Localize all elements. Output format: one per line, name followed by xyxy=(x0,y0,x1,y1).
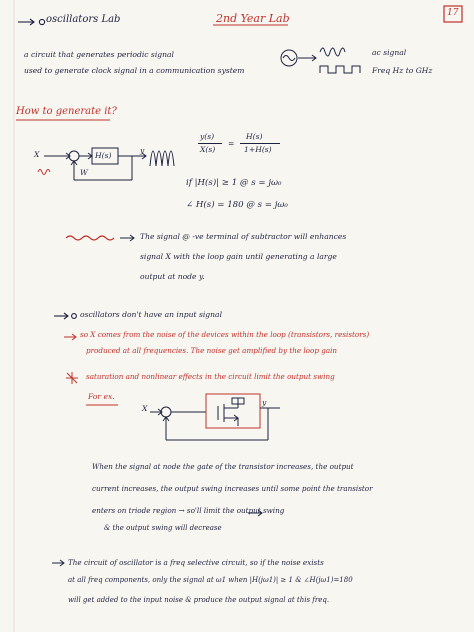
note-line-1: The signal @ -ve terminal of subtractor will enhances xyxy=(140,232,347,241)
intro-line-1: a circuit that generates periodic signal xyxy=(24,50,174,59)
ac-source-icon xyxy=(281,50,316,66)
tf-rhs-numerator: H(s) xyxy=(246,132,263,141)
equals-sign: = xyxy=(228,139,235,148)
page-number: 17 xyxy=(447,8,459,18)
footer-line-2: at all freq components, only the signal at ω1 when |H(jω1)| ≥ 1 & ∠H(jω1)=180 xyxy=(68,576,353,584)
header-bullet-icon xyxy=(39,19,44,24)
note-line-3: output at node y. xyxy=(140,272,205,281)
sine-wave-icon xyxy=(320,48,345,56)
fig-output-y: y xyxy=(262,398,267,407)
year-label: 2nd Year Lab xyxy=(216,12,290,25)
noise-squiggle-icon xyxy=(66,236,114,240)
page-title: oscillators Lab xyxy=(46,14,121,25)
tf-bar xyxy=(198,143,222,144)
bullet-1b: produced at all frequencies. The noise get amplified by the loop gain xyxy=(86,346,338,355)
tf-numerator: y(s) xyxy=(200,132,215,141)
bullet-2: saturation and nonlinear effects in the circuit limit the output swing xyxy=(86,372,335,381)
bullet-1a: so X comes from the noise of the devices within the loop (transistors, resistors) xyxy=(80,330,370,339)
tf-rhs-bar xyxy=(240,143,280,144)
para-line-4: & the output swing will decrease xyxy=(104,524,222,532)
para-line-3: enters on triode region → so'll limit the output swing xyxy=(92,506,285,515)
square-wave-icon xyxy=(320,66,360,73)
waveform-icons xyxy=(320,48,360,73)
intro-line-2: used to generate clock signal in a communication system xyxy=(24,66,245,75)
section2-heading: oscillators don't have an input signal xyxy=(80,310,222,319)
para-line-1: When the signal at node the gate of the transistor increases, the output xyxy=(92,462,354,471)
condition-magnitude: if |H(s)| ≥ 1 @ s = jω₀ xyxy=(186,178,282,188)
transistor-diagram xyxy=(150,394,280,440)
tf-denominator: X(s) xyxy=(200,145,216,154)
output-y: y xyxy=(140,146,145,155)
node-w: W xyxy=(80,168,88,177)
block-hs: H(s) xyxy=(95,151,112,160)
ac-signal-label: ac signal xyxy=(372,48,407,57)
freq-range-label: Freq Hz to GHz xyxy=(372,66,433,75)
para-line-2: current increases, the output swing increases until some point the transistor xyxy=(92,484,373,493)
section-heading: How to generate it? xyxy=(16,106,117,117)
note-line-2: signal X with the loop gain until generating a large xyxy=(140,252,337,261)
input-x: X xyxy=(34,150,40,159)
fig-input-x: X xyxy=(142,404,148,413)
tf-rhs-denominator: 1+H(s) xyxy=(244,145,272,154)
for-example-label: For ex. xyxy=(88,392,115,401)
footer-line-3: will get added to the input noise & produce the output signal at this freq. xyxy=(68,596,330,604)
footer-line-1: The circuit of oscillator is a freq selective circuit, so if the noise exists xyxy=(68,558,324,567)
condition-phase: ∠ H(s) = 180 @ s = jω₀ xyxy=(186,200,288,210)
